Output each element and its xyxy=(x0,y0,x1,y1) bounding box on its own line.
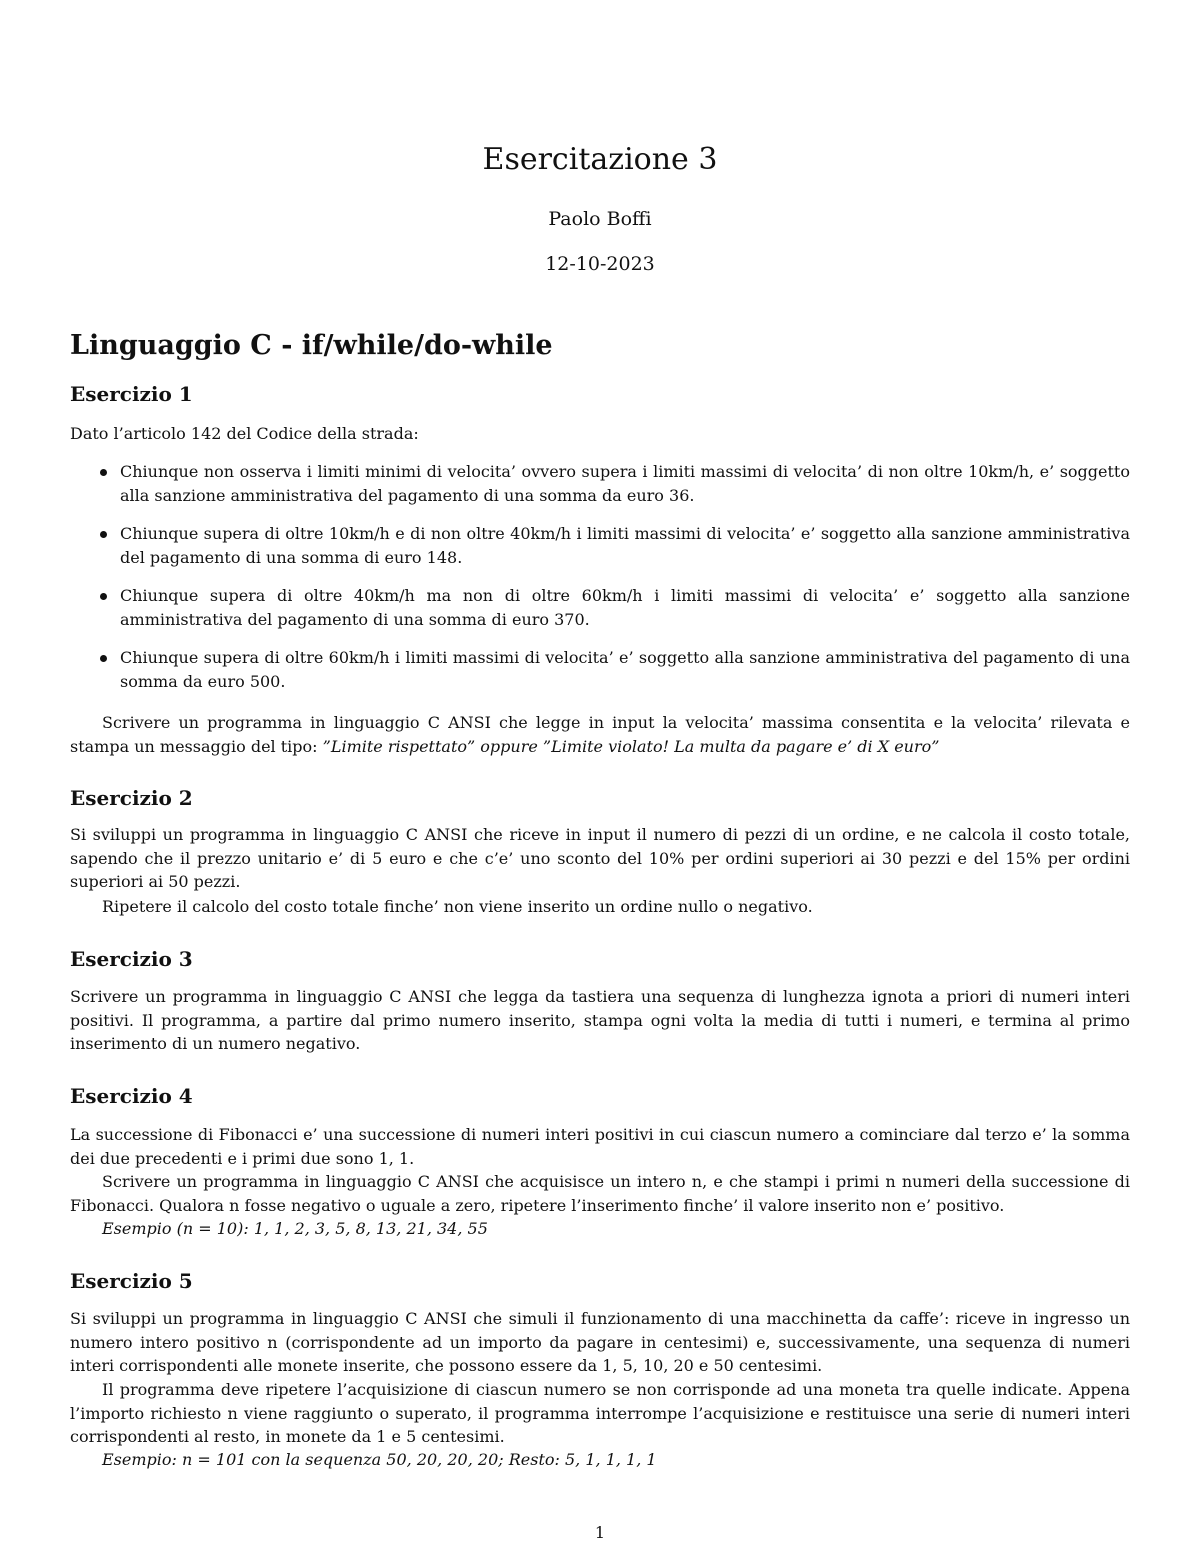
list-item: Chiunque supera di oltre 60km/h i limiti massimi di velocita’ e’ soggetto alla sanzione amministrativa del pagamento di una somma da euro 500. xyxy=(70,646,1130,693)
exercise-1-task-italic: ”Limite rispettato” oppure ”Limite violato! La multa da pagare e’ di X euro” xyxy=(322,736,940,756)
document-title: Esercitazione 3 xyxy=(482,142,718,177)
exercise-4-paragraph-2: Scrivere un programma in linguaggio C ANSI che acquisisce un intero n, e che stampi i primi n numeri della successione di Fibonacci. Qualora n fosse negativo o uguale a zero, ripetere l’inserimento finche’ il valore inserito non e’ positivo. xyxy=(70,1172,1130,1215)
exercise-3-paragraph-1: Scrivere un programma in linguaggio C ANSI che legga da tastiera una sequenza di lunghezza ignota a priori di numeri interi positivi. Il programma, a partire dal primo numero inserito, stampa ogni volta la media di tutti i numeri, e termina al primo inserimento di un numero negativo. xyxy=(70,987,1130,1053)
exercise-4-heading: Esercizio 4 xyxy=(70,1084,193,1108)
exercise-4-paragraph-1: La successione di Fibonacci e’ una successione di numeri interi positivi in cui ciascun numero a cominciare dal terzo e’ la somma dei due precedenti e i primi due sono 1, 1. xyxy=(70,1125,1130,1168)
exercise-1-task: Scrivere un programma in linguaggio C ANSI che legge in input la velocita’ massima consentita e la velocita’ rilevata e stampa un messaggio del tipo: ”Limite rispettato” oppure ”Limite violato! La multa da pagare e’ di X euro” xyxy=(70,713,1130,756)
document-date: 12-10-2023 xyxy=(545,253,655,275)
bullet-icon xyxy=(100,655,107,662)
exercise-4-example: Esempio (n = 10): 1, 1, 2, 3, 5, 8, 13, 21, 34, 55 xyxy=(102,1219,488,1238)
list-item: Chiunque supera di oltre 10km/h e di non oltre 40km/h i limiti massimi di velocita’ e’ soggetto alla sanzione amministrativa del pagamento di una somma di euro 148. xyxy=(70,522,1130,569)
exercise-5-paragraph-1: Si sviluppi un programma in linguaggio C ANSI che simuli il funzionamento di una macchinetta da caffe’: riceve in ingresso un numero intero positivo n (corrispondente ad un importo da pagare in centesimi) e, successivamente, una sequenza di numeri interi corrispondenti alle monete inserite, che possono essere da 1, 5, 10, 20 e 50 centesimi. xyxy=(70,1309,1130,1375)
exercise-5-heading: Esercizio 5 xyxy=(70,1269,193,1293)
exercise-5-paragraph-2: Il programma deve ripetere l’acquisizione di ciascun numero se non corrisponde ad una moneta tra quelle indicate. Appena l’importo richiesto n viene raggiunto o superato, il programma interrompe l’acquisizione e restituisce una serie di numeri interi corrispondenti al resto, in monete da 1 e 5 centesimi. xyxy=(70,1380,1130,1446)
exercise-2-paragraph-2: Ripetere il calcolo del costo totale finche’ non viene inserito un ordine nullo o negativo. xyxy=(102,897,813,916)
exercise-3-heading: Esercizio 3 xyxy=(70,947,193,971)
bullet-icon xyxy=(100,531,107,538)
exercise-2-heading: Esercizio 2 xyxy=(70,786,193,810)
exercise-5-example: Esempio: n = 101 con la sequenza 50, 20, 20, 20; Resto: 5, 1, 1, 1, 1 xyxy=(102,1450,657,1469)
exercise-1-bullet-list xyxy=(70,460,1130,708)
exercise-2-paragraph-1: Si sviluppi un programma in linguaggio C ANSI che riceve in input il numero di pezzi di un ordine, e ne calcola il costo totale, sapendo che il prezzo unitario e’ di 5 euro e che c’e’ uno sconto del 10% per ordini superiori ai 30 pezzi e del 15% per ordini superiori ai 50 pezzi. xyxy=(70,825,1130,891)
document-author: Paolo Boffi xyxy=(548,208,652,230)
exercise-1-intro: Dato l’articolo 142 del Codice della strada: xyxy=(70,424,419,443)
section-title: Linguaggio C - if/while/do-while xyxy=(70,330,553,361)
page-number: 1 xyxy=(594,1523,606,1542)
bullet-icon xyxy=(100,593,107,600)
list-item: Chiunque non osserva i limiti minimi di velocita’ ovvero supera i limiti massimi di velocita’ di non oltre 10km/h, e’ soggetto alla sanzione amministrativa del pagamento di una somma da euro 36. xyxy=(70,460,1130,507)
exercise-1-heading: Esercizio 1 xyxy=(70,382,193,406)
list-item: Chiunque supera di oltre 40km/h ma non di oltre 60km/h i limiti massimi di velocita’ e’ soggetto alla sanzione amministrativa del pagamento di una somma di euro 370. xyxy=(70,584,1130,631)
bullet-icon xyxy=(100,469,107,476)
